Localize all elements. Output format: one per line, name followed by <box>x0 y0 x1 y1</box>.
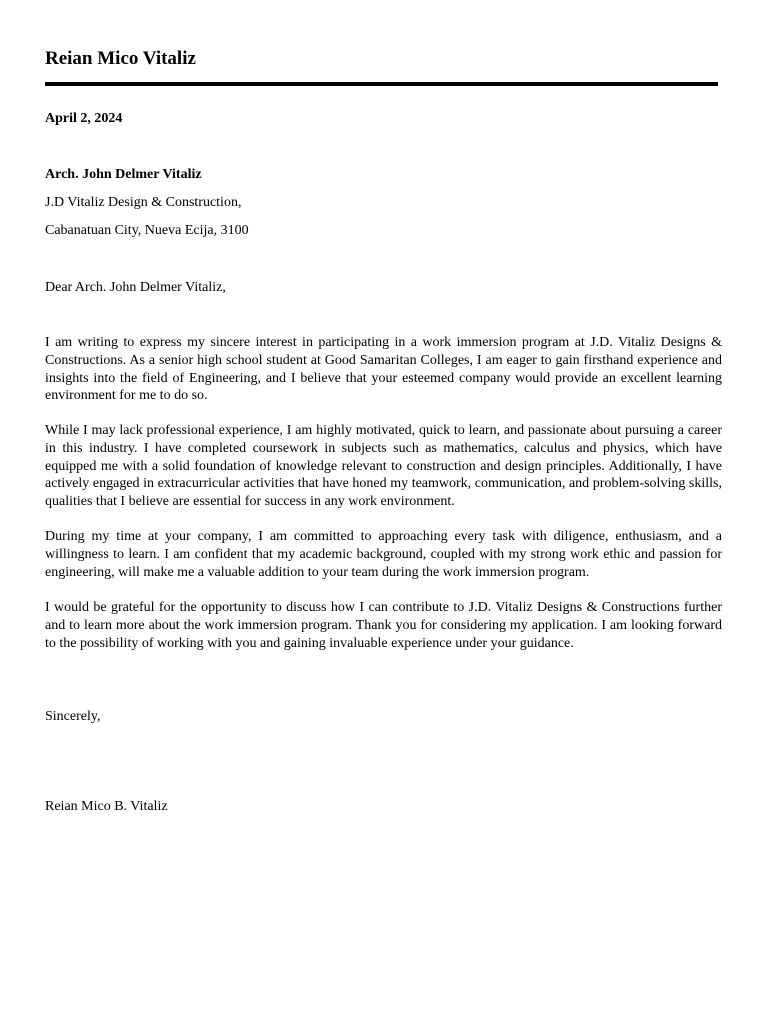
recipient-address: Cabanatuan City, Nueva Ecija, 3100 <box>45 223 249 238</box>
body-paragraph-2: While I may lack professional experience, I am highly motivated, quick to learn, and passionate about pursuing a career in this industry. I have completed coursework in subjects such as mathematics, calculus and physics, which have equipped me with a solid foundation of knowledge relevant to construction and design principles. Additionally, I have actively engaged in extracurricular activities that have honed my teamwork, communication, and problem-solving skills, qualities that I believe are essential for success in any work environment. <box>45 423 722 510</box>
recipient-name: Arch. John Delmer Vitaliz <box>45 167 202 182</box>
closing: Sincerely, <box>45 709 101 724</box>
body-paragraph-1: I am writing to express my sincere interest in participating in a work immersion program at J.D. Vitaliz Designs & Constructions. As a senior high school student at Good Samaritan Colleges, I am eager to gain firsthand experience and insights into the field of Engineering, and I believe that your esteemed company would provide an excellent learning environment for me to do so. <box>45 335 722 404</box>
header-divider <box>45 82 718 86</box>
salutation: Dear Arch. John Delmer Vitaliz, <box>45 280 226 295</box>
body-paragraph-4: I would be grateful for the opportunity to discuss how I can contribute to J.D. Vitaliz Designs & Constructions further and to learn more about the work immersion program. Thank you for considering my application. I am looking forward to the possibility of working with you and gaining invaluable experience under your guidance. <box>45 600 722 651</box>
recipient-company: J.D Vitaliz Design & Construction, <box>45 195 242 210</box>
sender-name-heading: Reian Mico Vitaliz <box>45 48 196 69</box>
letter-date: April 2, 2024 <box>45 111 123 126</box>
body-paragraph-3: During my time at your company, I am committed to approaching every task with diligence, enthusiasm, and a willingness to learn. I am confident that my academic background, coupled with my strong work ethic and passion for engineering, will make me a valuable addition to your team during the work immersion program. <box>45 529 722 580</box>
signature-name: Reian Mico B. Vitaliz <box>45 799 168 814</box>
